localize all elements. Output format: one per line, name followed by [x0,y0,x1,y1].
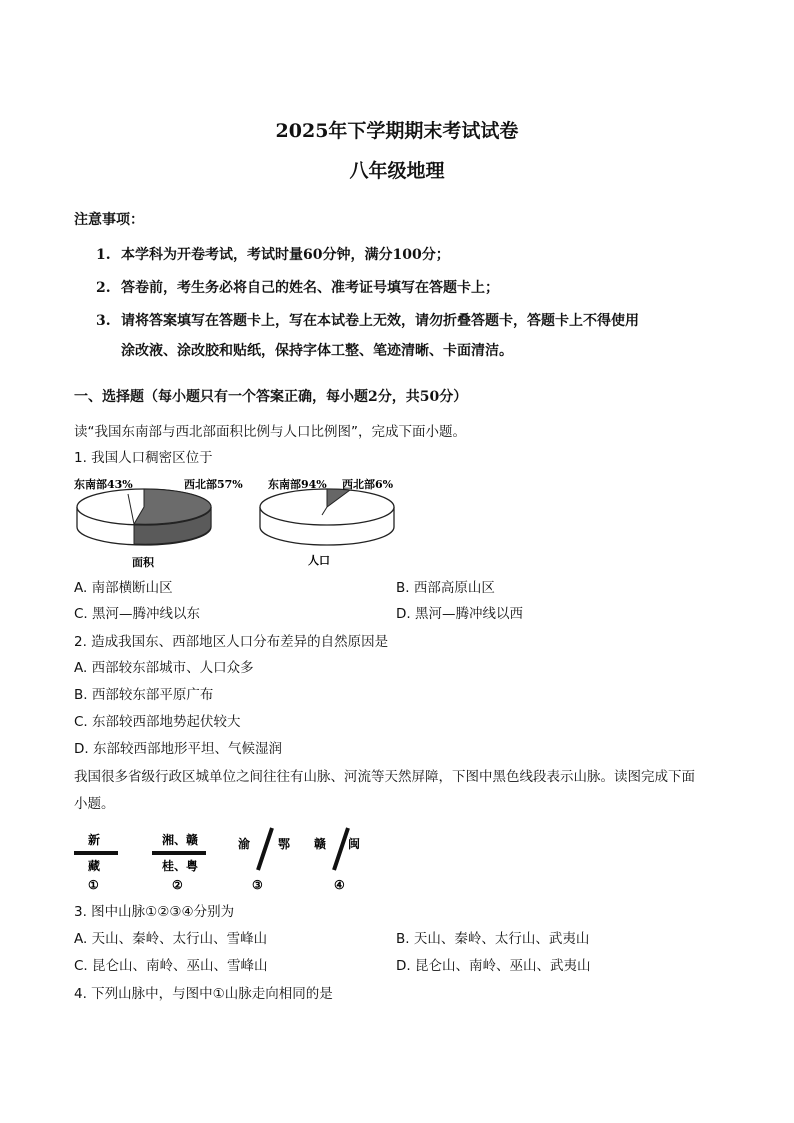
intro-1: 读“我国东南部与西北部面积比例与人口比例图”，完成下面小题。 [74,424,466,440]
area-pie [74,477,243,569]
notice-item-3-num: 3. [96,313,111,329]
m3-right-label: 鄂 [278,837,291,851]
area-northwest-label: 西北部57% [184,478,243,491]
notice-item-1: 本学科为开卷考试，考试时量60分钟，满分100分； [121,247,450,263]
mountain-1 [74,832,118,892]
notice-item-3-cont: 涂改液、涂改胶和贴纸，保持字体工整、笔迹清晰、卡面清洁。 [121,343,513,359]
notice-item-2-num: 2. [96,280,111,296]
q3-option-b[interactable]: B. 天山、秦岭、太行山、武夷山 [396,931,590,947]
q2-option-d[interactable]: D. 东部较西部地形平坦、气候湿润 [74,741,282,757]
m2-bottom-label: 桂、粤 [162,859,199,873]
population-southeast-label: 东南部94% [268,478,327,491]
area-label: 面积 [132,556,154,569]
q3-option-c[interactable]: C. 昆仑山、南岭、巫山、雪峰山 [74,958,268,974]
m4-right-label: 闽 [348,837,361,851]
m1-top-label: 新 [88,833,101,847]
area-southeast-label: 东南部43% [74,478,133,491]
m2-number: ② [172,878,183,892]
m3-left-label: 渝 [238,837,251,851]
q2-stem: 2. 造成我国东、西部地区人口分布差异的自然原因是 [74,634,389,650]
section-heading: 一、选择题（每小题只有一个答案正确，每小题2分，共50分） [74,389,468,405]
notice-item-1-num: 1. [96,247,111,263]
m1-bottom-label: 藏 [88,859,101,873]
notice-heading: 注意事项： [74,212,144,228]
population-label: 人口 [308,554,330,567]
q2-option-c[interactable]: C. 东部较西部地势起伏较大 [74,714,241,730]
q3-option-a[interactable]: A. 天山、秦岭、太行山、雪峰山 [74,931,268,947]
m4-left-label: 赣 [314,837,327,851]
q3-option-d[interactable]: D. 昆仑山、南岭、巫山、武夷山 [396,958,591,974]
intro-2-line2: 小题。 [74,796,115,812]
notice-item-3: 请将答案填写在答题卡上，写在本试卷上无效，请勿折叠答题卡，答题卡上不得使用 [121,313,639,329]
m3-number: ③ [252,878,263,892]
q3-stem: 3. 图中山脉①②③④分别为 [74,904,235,920]
m4-number: ④ [334,878,345,892]
q1-option-a[interactable]: A. 南部横断山区 [74,580,173,596]
mountain-4 [314,828,360,892]
q1-option-b[interactable]: B. 西部高原山区 [396,580,495,596]
q2-option-a[interactable]: A. 西部较东部城市、人口众多 [74,660,254,676]
population-pie [260,477,394,567]
intro-2-line1: 我国很多省级行政区城单位之间往往有山脉、河流等天然屏障，下图中黑色线段表示山脉。读图完成下面 [74,769,695,785]
exam-title: 2025年下学期期末考试试卷 [275,120,519,142]
q1-stem: 1. 我国人口稠密区位于 [74,450,213,466]
area-population-figure [72,472,402,572]
q2-option-b[interactable]: B. 西部较东部平原广布 [74,687,214,703]
mountain-3 [238,828,291,892]
population-northwest-label: 西北部6% [342,478,394,491]
q1-option-d[interactable]: D. 黑河—腾冲线以西 [396,606,523,622]
q4-stem: 4. 下列山脉中，与图中①山脉走向相同的是 [74,986,333,1002]
m2-top-label: 湘、赣 [162,833,199,847]
q1-option-c[interactable]: C. 黑河—腾冲线以东 [74,606,201,622]
m1-number: ① [88,878,99,892]
notice-item-2: 答卷前，考生务必将自己的姓名、准考证号填写在答题卡上； [121,280,499,296]
mountain-2 [152,832,206,892]
mountain-boundary-figure [72,826,362,896]
exam-subtitle: 八年级地理 [349,160,445,182]
